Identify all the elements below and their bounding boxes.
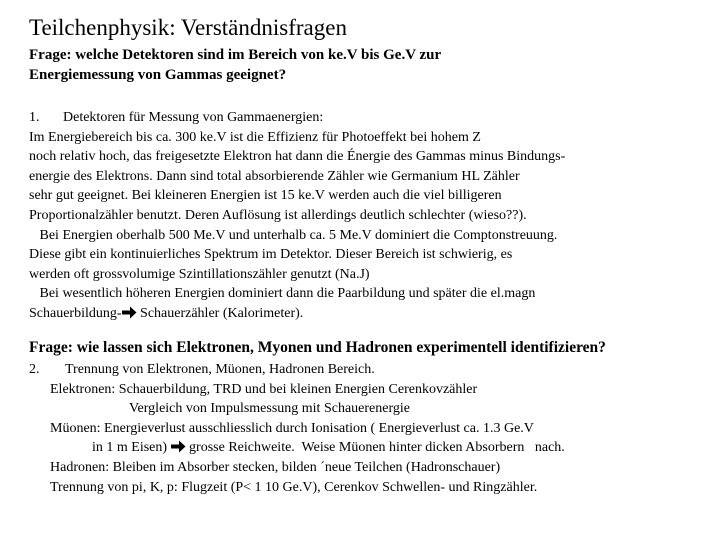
answer-1-line: werden oft grossvolumige Szintillationszähler genutzt (Na.J) bbox=[29, 266, 370, 282]
answer-2-separation: Trennung von pi, K, p: Flugzeit (P< 1 10 Ge.V), Cerenkov Schwellen- und Ringzähler. bbox=[50, 479, 538, 495]
answer-2-heading-text: Trennung von Elektronen, Müonen, Hadronen Bereich. bbox=[65, 362, 375, 377]
answer-2-muons-cont-after: grosse Reichweite. Weise Müonen hinter dicken Absorbern nach. bbox=[185, 440, 565, 456]
answer-1-last-before: Schauerbildung- bbox=[29, 305, 122, 321]
answer-1-last-after: Schauerzähler (Kalorimeter). bbox=[136, 305, 304, 321]
right-arrow-icon bbox=[171, 440, 186, 453]
answer-1 bbox=[29, 108, 565, 324]
answer-2-hadrons: Hadronen: Bleiben im Absorber stecken, bilden ´neue Teilchen (Hadronschauer) bbox=[50, 459, 501, 475]
answer-1-last-line bbox=[29, 304, 565, 324]
question-1-line-1: Frage: welche Detektoren sind im Bereich von ke.V bis Ge.V zur bbox=[29, 47, 442, 63]
question-2: Frage: wie lassen sich Elektronen, Myonen und Hadronen experimentell identifizieren? bbox=[29, 339, 606, 356]
question-1-line-2: Energiemessung von Gammas geeignet? bbox=[29, 67, 287, 83]
answer-1-number: 1. bbox=[29, 110, 40, 125]
answer-2-muons-cont bbox=[29, 438, 565, 458]
answer-1-heading-text: Detektoren für Messung von Gammaenergien: bbox=[63, 110, 324, 125]
answer-1-line: Diese gibt ein kontinuierliches Spektrum im Detektor. Dieser Bereich ist schwierig, es bbox=[29, 247, 513, 263]
answer-1-line: sehr gut geeignet. Bei kleineren Energien ist 15 ke.V werden auch die viel billigeren bbox=[29, 188, 502, 204]
answer-1-line: Bei wesentlich höheren Energien dominiert dann die Paarbildung und später die el.magn bbox=[29, 286, 536, 302]
answer-2-heading bbox=[29, 360, 565, 380]
answer-2 bbox=[29, 360, 565, 497]
answer-2-number: 2. bbox=[29, 362, 40, 377]
answer-2-electrons-cont: Vergleich von Impulsmessung mit Schauerenergie bbox=[129, 401, 410, 417]
right-arrow-icon bbox=[122, 306, 137, 319]
slide-title: Teilchenphysik: Verständnisfragen bbox=[29, 15, 347, 40]
answer-1-line: Bei Energien oberhalb 500 Me.V und unterhalb ca. 5 Me.V dominiert die Comptonstreuung. bbox=[29, 227, 558, 243]
answer-1-line: Im Energiebereich bis ca. 300 ke.V ist die Effizienz für Photoeffekt bei hohem Z bbox=[29, 129, 481, 145]
answer-2-electrons: Elektronen: Schauerbildung, TRD und bei kleinen Energien Cerenkovzähler bbox=[50, 381, 478, 397]
answer-1-line: energie des Elektrons. Dann sind total absorbierende Zähler wie Germanium HL Zähler bbox=[29, 168, 520, 184]
answer-2-muons-cont-before: in 1 m Eisen) bbox=[92, 440, 168, 456]
answer-2-muons: Müonen: Energieverlust ausschliesslich durch Ionisation ( Energieverlust ca. 1.3 Ge.V bbox=[50, 420, 534, 436]
answer-1-line: Proportionalzähler benutzt. Deren Auflösung ist allerdings deutlich schlechter (wieso??). bbox=[29, 207, 527, 223]
answer-1-heading bbox=[29, 108, 565, 128]
answer-1-line: noch relativ hoch, das freigesetzte Elektron hat dann die Énergie des Gammas minus Bindungs- bbox=[29, 149, 566, 165]
question-1 bbox=[29, 45, 441, 85]
